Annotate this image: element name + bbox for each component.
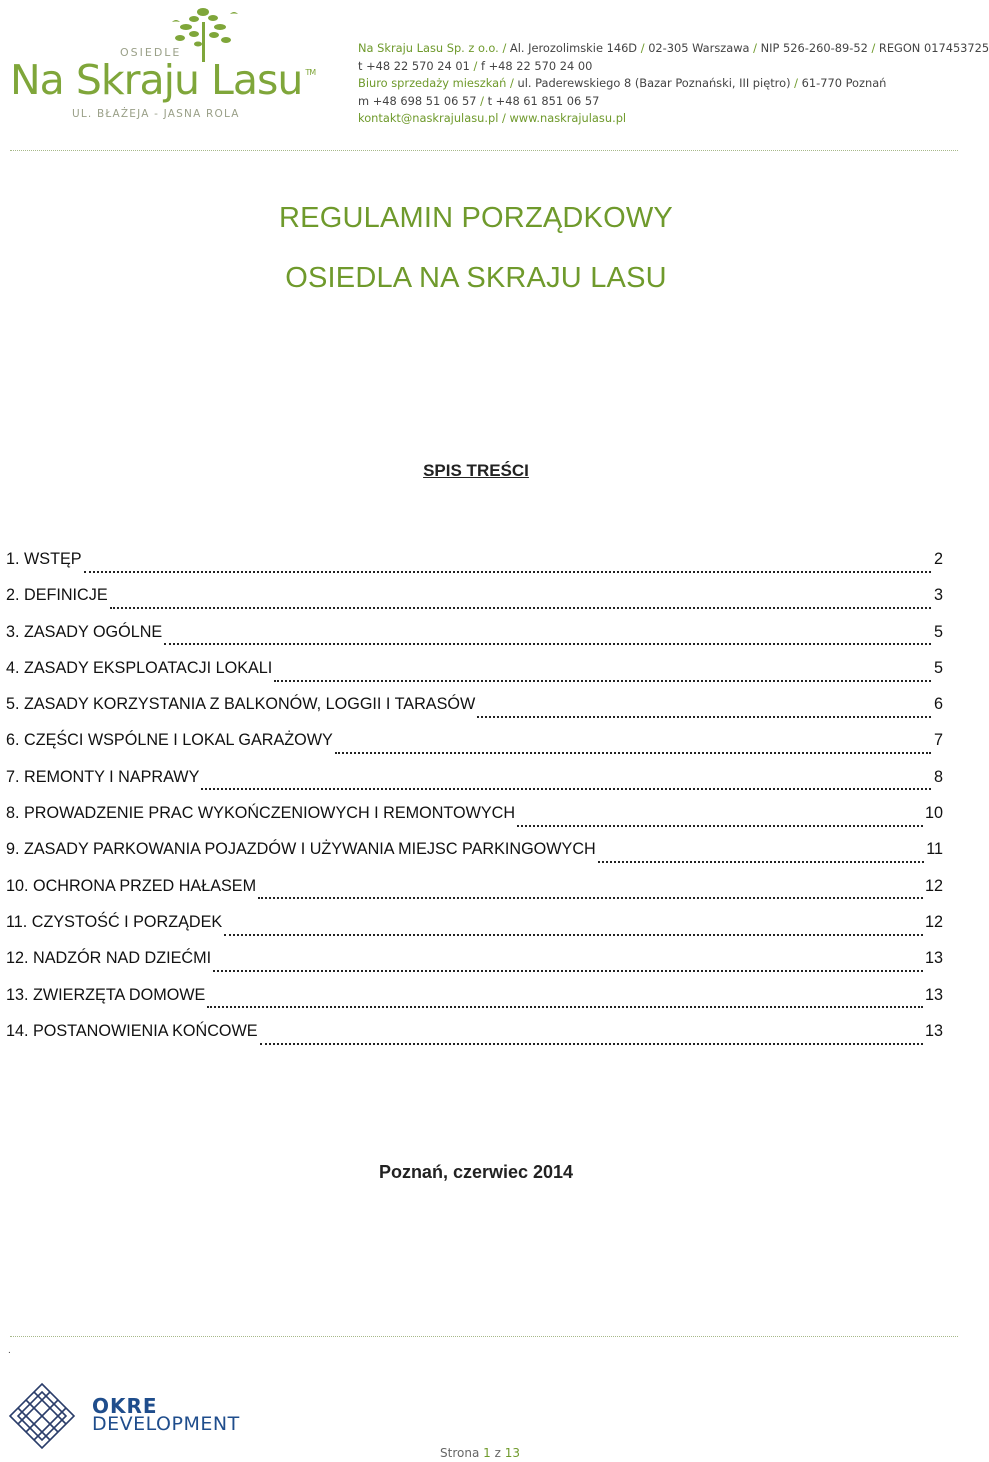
- footer-dot: .: [8, 1345, 11, 1356]
- toc-entry-page[interactable]: 13: [924, 985, 943, 1004]
- trademark-mark: TM: [305, 68, 316, 77]
- toc-entry[interactable]: [6, 801, 943, 837]
- toc-entry[interactable]: [6, 1019, 943, 1055]
- contact-line-1: [358, 40, 989, 58]
- contact-line-4: [358, 93, 989, 111]
- toc-entry-page[interactable]: 12: [924, 912, 943, 931]
- toc-heading: [0, 461, 952, 481]
- okre-company-name: OKRE: [92, 1394, 158, 1418]
- toc-entry-page[interactable]: 3: [933, 586, 943, 605]
- toc-entry-label[interactable]: 7. REMONTY I NAPRAWY: [6, 767, 200, 786]
- toc-entry-label[interactable]: 2. DEFINICJE: [6, 586, 108, 605]
- toc-leader-dots: [517, 824, 923, 827]
- separator: /: [871, 41, 876, 55]
- toc-entry-label[interactable]: 10. OCHRONA PRZED HAŁASEM: [6, 876, 257, 895]
- toc-entry[interactable]: [6, 583, 943, 619]
- na-skraju-lasu-logo: [8, 0, 316, 130]
- toc-leader-dots: [335, 751, 931, 754]
- toc-leader-dots: [224, 933, 923, 936]
- separator: /: [480, 93, 484, 108]
- header-divider: [10, 150, 958, 151]
- company-name: Na Skraju Lasu Sp. z o.o.: [358, 41, 499, 55]
- toc-entry[interactable]: [6, 765, 943, 801]
- toc-entry[interactable]: [6, 692, 943, 728]
- toc-leader-dots: [201, 787, 931, 790]
- sales-office-city: 61-770 Poznań: [801, 76, 887, 90]
- page-word: Strona: [440, 1446, 480, 1460]
- logo-small-text: OSIEDLE: [120, 46, 182, 59]
- toc-entry-label[interactable]: 9. ZASADY PARKOWANIA POJAZDÓW I UŻYWANIA MIEJSC PARKINGOWYCH: [6, 840, 596, 859]
- company-nip: NIP 526-260-89-52: [760, 41, 868, 55]
- toc-leader-dots: [84, 570, 931, 573]
- toc-leader-dots: [260, 1042, 923, 1045]
- toc-entry-label[interactable]: 13. ZWIERZĘTA DOMOWE: [6, 985, 206, 1004]
- company-contact-block: [358, 40, 989, 128]
- toc-entry[interactable]: [6, 837, 943, 873]
- separator: /: [473, 58, 478, 73]
- company-address: Al. Jerozolimskie 146D: [509, 41, 638, 55]
- toc-entry-page[interactable]: 5: [933, 622, 943, 641]
- company-city: 02-305 Warszawa: [648, 41, 750, 55]
- separator: /: [753, 41, 758, 55]
- company-fax: f +48 22 570 24 00: [480, 58, 593, 73]
- contact-email-link[interactable]: kontakt@naskrajulasu.pl: [358, 111, 499, 125]
- toc-leader-dots: [110, 606, 931, 609]
- toc-leader-dots: [164, 642, 931, 645]
- toc-entry[interactable]: [6, 910, 943, 946]
- page-total: 13: [504, 1446, 521, 1460]
- toc-entry-page[interactable]: 10: [924, 804, 943, 823]
- document-title-line-2: OSIEDLA NA SKRAJU LASU: [285, 262, 667, 294]
- separator: /: [794, 76, 798, 90]
- toc-leader-dots: [213, 969, 923, 972]
- toc-leader-dots: [598, 860, 924, 863]
- logo-main-text: [10, 56, 316, 104]
- separator: /: [510, 76, 514, 90]
- okre-logo-icon: [6, 1380, 78, 1452]
- company-phone: t +48 22 570 24 01: [358, 58, 470, 73]
- toc-entry[interactable]: [6, 983, 943, 1019]
- okre-company-sub: DEVELOPMENT: [92, 1413, 240, 1435]
- toc-leader-dots: [274, 679, 931, 682]
- page-current: 1: [483, 1446, 491, 1460]
- toc-entry-page[interactable]: 5: [933, 658, 943, 677]
- toc-heading-label: SPIS TREŚCI: [423, 461, 529, 480]
- toc-entry-page[interactable]: 7: [933, 731, 943, 750]
- logo-street-text: UL. BŁAŻEJA - JASNA ROLA: [72, 108, 240, 120]
- contact-line-5: [358, 110, 989, 128]
- page-of: z: [494, 1446, 501, 1460]
- document-title-line-1: REGULAMIN PORZĄDKOWY: [279, 202, 673, 234]
- sales-office-label: Biuro sprzedaży mieszkań: [358, 76, 507, 90]
- toc-leader-dots: [207, 1005, 923, 1008]
- place-and-date: Poznań, czerwiec 2014: [378, 1162, 574, 1182]
- toc-entry-page[interactable]: 12: [924, 876, 943, 895]
- toc-entry-page[interactable]: 8: [933, 767, 943, 786]
- contact-line-3: [358, 75, 989, 93]
- toc-entry-label[interactable]: 14. POSTANOWIENIA KOŃCOWE: [6, 1021, 258, 1040]
- company-regon: REGON 017453725: [878, 41, 989, 55]
- toc-entry-label[interactable]: 6. CZĘŚCI WSPÓLNE I LOKAL GARAŻOWY: [6, 731, 333, 750]
- toc-entry-label[interactable]: 11. CZYSTOŚĆ I PORZĄDEK: [6, 912, 223, 931]
- toc-leader-dots: [477, 715, 931, 718]
- toc-entry[interactable]: [6, 620, 943, 656]
- toc-entry-page[interactable]: 11: [926, 840, 943, 859]
- sales-phone: t +48 61 851 06 57: [487, 93, 600, 108]
- toc-entry[interactable]: [6, 656, 943, 692]
- toc-entry-label[interactable]: 12. NADZÓR NAD DZIEĆMI: [6, 949, 212, 968]
- toc-entry-page[interactable]: 2: [933, 550, 943, 568]
- toc-entry-label[interactable]: 3. ZASADY OGÓLNE: [6, 622, 163, 641]
- separator: /: [640, 41, 645, 55]
- contact-line-2: [358, 58, 989, 76]
- toc-entry[interactable]: [6, 547, 943, 583]
- table-of-contents: [6, 547, 943, 1055]
- logo-main-label: Na Skraju Lasu: [10, 56, 303, 104]
- separator: /: [502, 41, 507, 55]
- toc-entry-label[interactable]: 8. PROWADZENIE PRAC WYKOŃCZENIOWYCH I REMONTOWYCH: [6, 804, 516, 823]
- sales-office-address: ul. Paderewskiego 8 (Bazar Poznański, III piętro): [517, 76, 791, 90]
- page-number: [440, 1446, 520, 1460]
- toc-entry-label[interactable]: 5. ZASADY KORZYSTANIA Z BALKONÓW, LOGGII I TARASÓW: [6, 695, 476, 714]
- toc-entry-page[interactable]: 13: [924, 949, 943, 968]
- toc-entry-page[interactable]: 6: [933, 695, 943, 714]
- footer-divider: [10, 1336, 958, 1337]
- toc-leader-dots: [258, 896, 923, 899]
- toc-entry-label[interactable]: 1. WSTĘP: [6, 550, 82, 568]
- website-link[interactable]: www.naskrajulasu.pl: [509, 111, 627, 125]
- toc-entry[interactable]: [6, 946, 943, 982]
- toc-entry[interactable]: [6, 874, 943, 910]
- toc-entry-page[interactable]: 13: [924, 1021, 943, 1040]
- toc-entry-label[interactable]: 4. ZASADY EKSPLOATACJI LOKALI: [6, 658, 273, 677]
- sales-mobile: m +48 698 51 06 57: [358, 93, 477, 108]
- separator: /: [502, 111, 506, 125]
- toc-entry[interactable]: [6, 728, 943, 764]
